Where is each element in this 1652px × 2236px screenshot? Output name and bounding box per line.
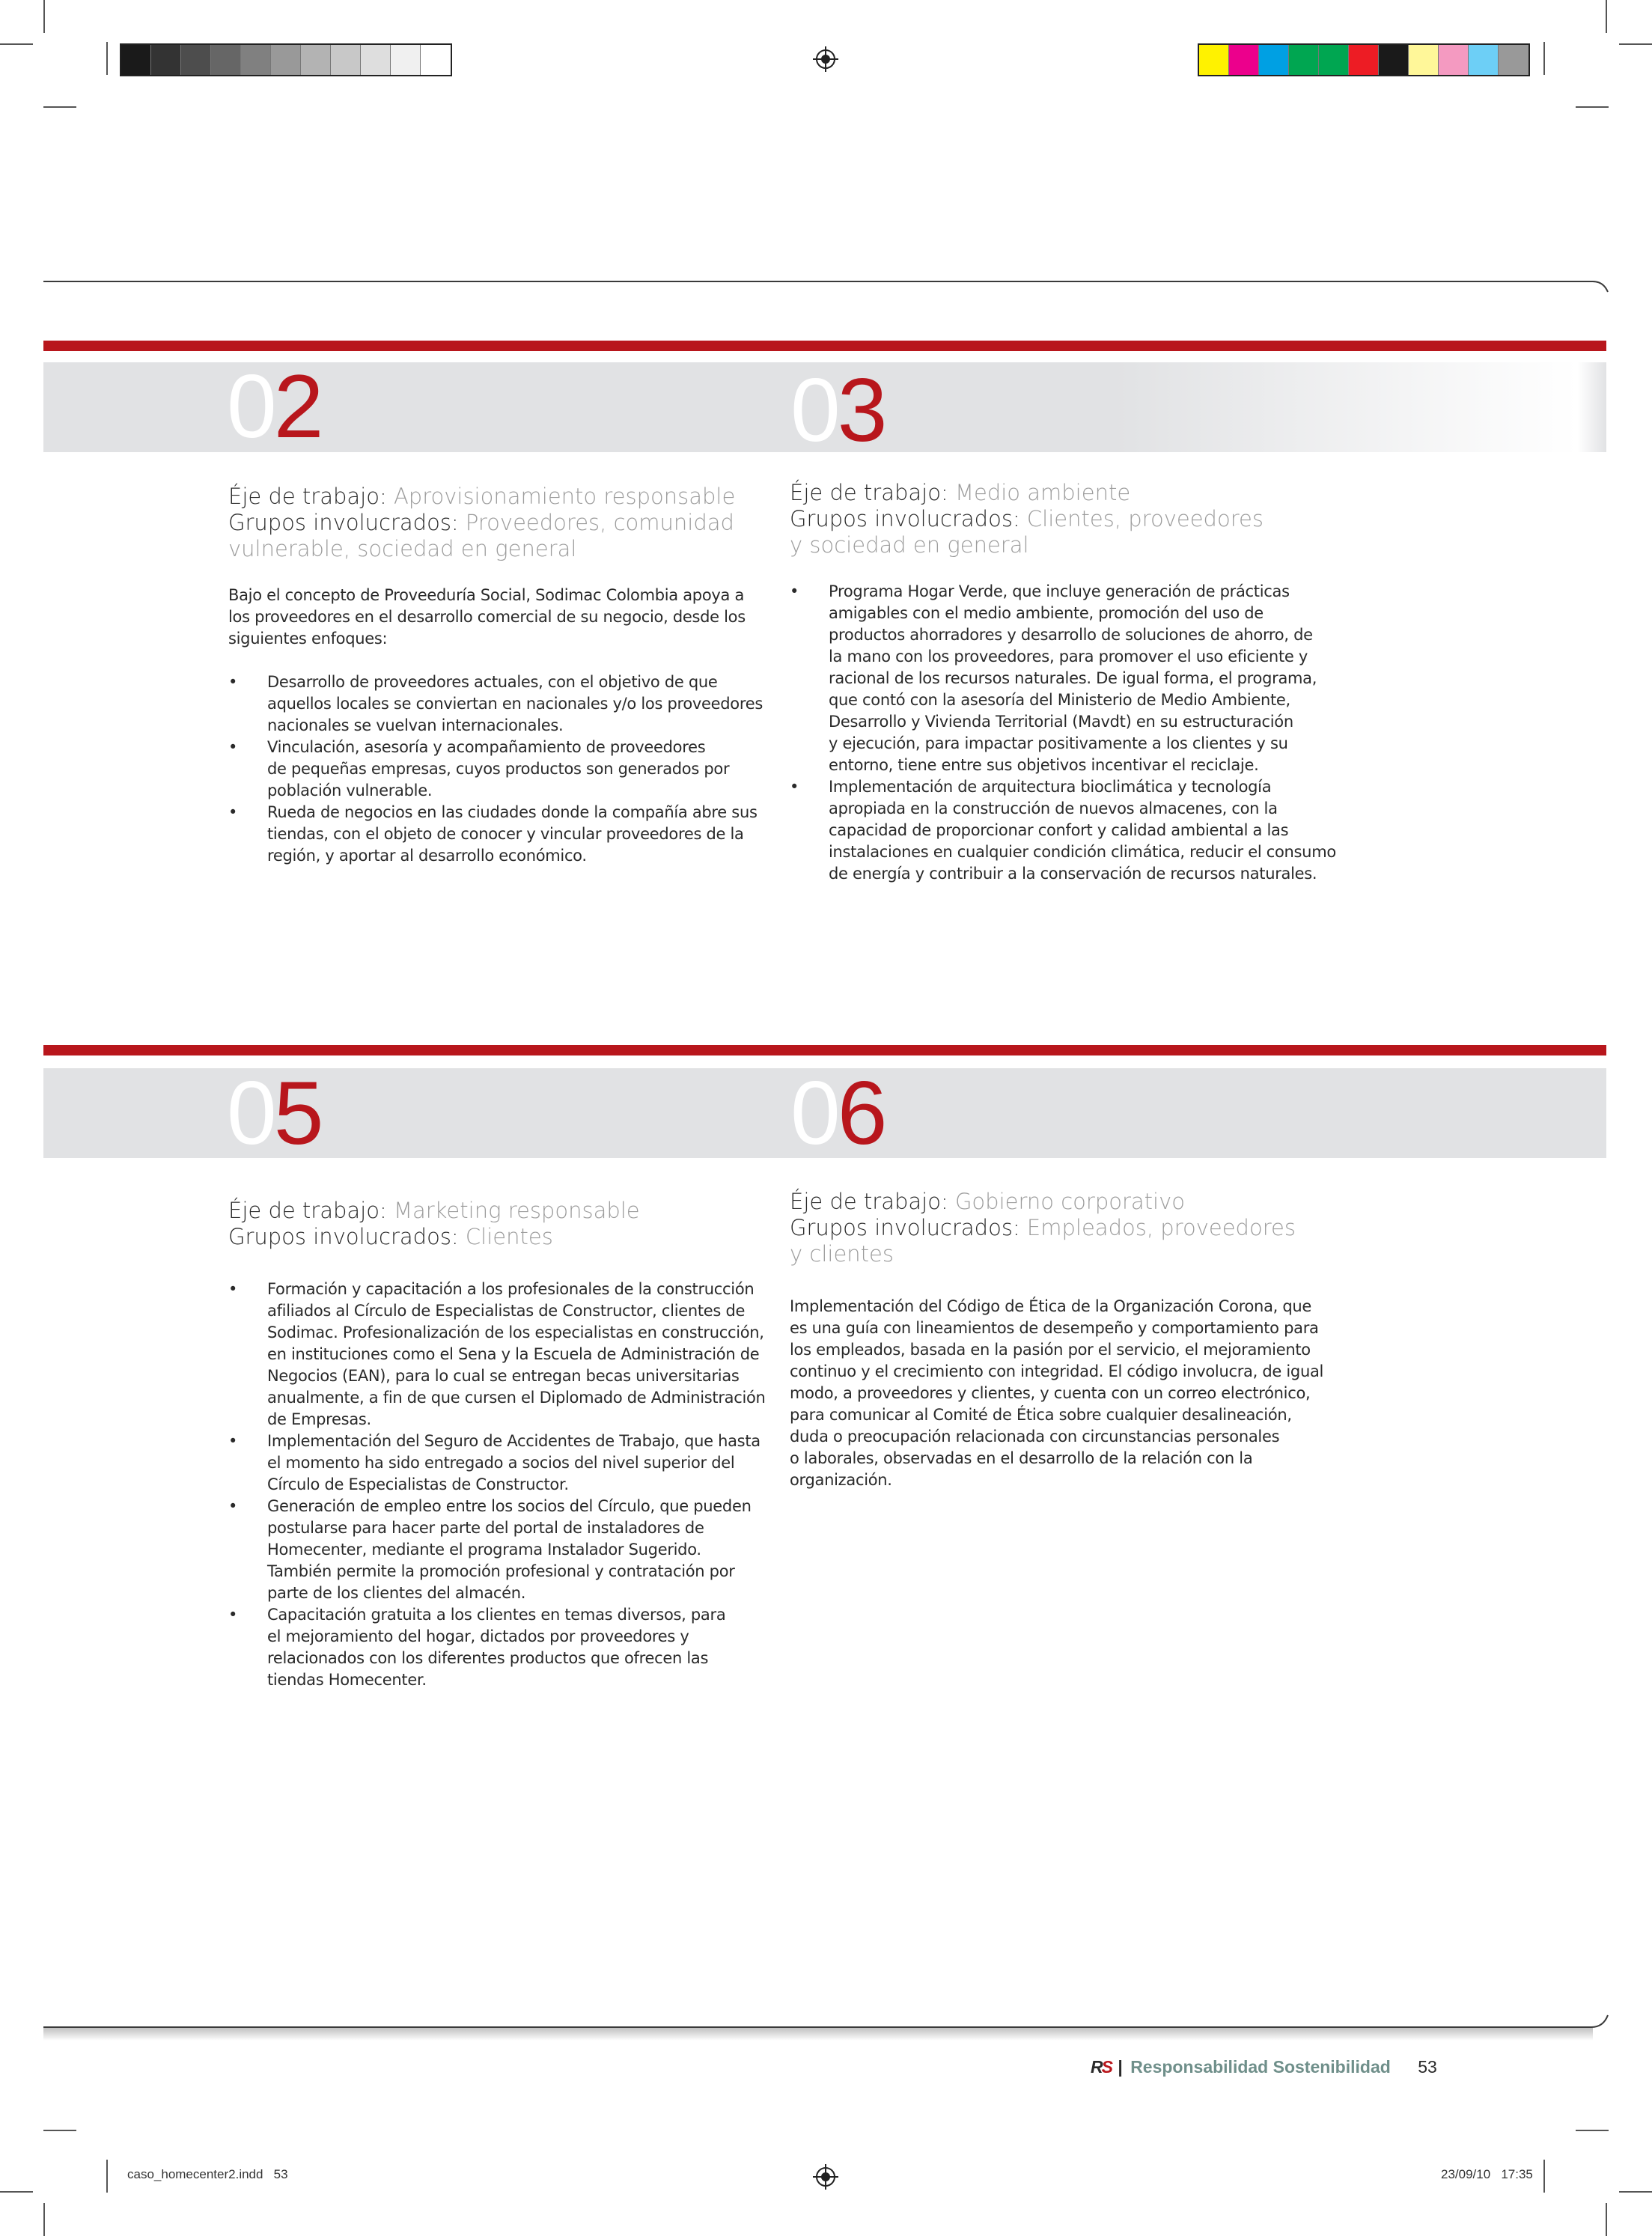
slug-datetime: 23/09/10 17:35 (1441, 2167, 1533, 2181)
calibration-swatch (391, 45, 421, 75)
crop-mark (0, 2191, 33, 2193)
footer-label: Responsabilidad Sostenibilidad (1130, 2057, 1391, 2077)
slug-filename: caso_homecenter2.indd 53 (127, 2167, 288, 2181)
section-06 (790, 1189, 1344, 1491)
crop-mark (1619, 2191, 1652, 2193)
calibration-swatch (331, 45, 361, 75)
crop-mark (106, 42, 108, 75)
calibration-swatch (1199, 45, 1229, 75)
bullet-list (790, 581, 1344, 885)
crop-mark (1576, 2130, 1609, 2131)
list-item: • Desarrollo de proveedores actuales, con el objetivo de que aquellos locales se conviertan en nacionales y/o los proveedores nacionales se vuelvan internacionales. (228, 671, 767, 737)
crop-mark (43, 2130, 76, 2131)
bullet-list (228, 1279, 767, 1691)
section-number: 06 (790, 1063, 885, 1163)
calibration-swatch (301, 45, 331, 75)
crop-mark (43, 2203, 45, 2236)
page-footer (1091, 2057, 1437, 2077)
calibration-swatch (211, 45, 241, 75)
calibration-swatch (421, 45, 451, 75)
footer-separator: | (1118, 2057, 1123, 2077)
section-red-bar (43, 341, 1606, 351)
list-item: • Rueda de negocios en las ciudades donde la compañía abre sus tiendas, con el objeto de conocer y vincular proveedores de la región, y aportar al desarrollo económico. (228, 802, 767, 867)
crop-mark (1619, 43, 1652, 45)
calibration-swatch (1289, 45, 1319, 75)
section-intro: Bajo el concepto de Proveeduría Social, Sodimac Colombia apoya a los proveedores en el desarrollo comercial de su negocio, desde los siguientes enfoques: (228, 586, 746, 648)
bullet-list (228, 671, 767, 867)
section-number: 03 (790, 360, 885, 460)
list-item: • Formación y capacitación a los profesionales de la construcción afiliados al Círculo de Especialistas de Constructor, clientes de Sodimac. Profesionalización de los especialistas en construcción, en instituciones como el Sena y la Escuela de Administración de Negocios (EAN), para lo cual se entregan becas universitarias anualmente, a fin de que cursen el Diplomado de Administración de Empresas. (228, 1279, 767, 1431)
list-item: • Programa Hogar Verde, que incluye generación de prácticas amigables con el medio ambiente, promoción del uso de productos ahorradores y desarrollo de soluciones de ahorro, de la mano con los proveedores, para promover el uso eficiente y racional de los recursos naturales. De igual forma, el programa, que contó con la asesoría del Ministerio de Medio Ambiente, Desarrollo y Vivienda Territorial (Mavdt) en su estructuración y ejecución, para impactar positivamente a los clientes y su entorno, tiene entre sus objetivos incentivar el reciclaje. (790, 581, 1344, 776)
page-number: 53 (1418, 2057, 1437, 2077)
section-header: Éje de trabajo: Marketing responsable Grupos involucrados: Clientes (228, 1198, 640, 1249)
section-header: Éje de trabajo: Gobierno corporativo Grupos involucrados: Empleados, proveedores y clientes (790, 1189, 1296, 1267)
list-item: • Generación de empleo entre los socios del Círculo, que pueden postularse para hacer parte del portal de instaladores de Homecenter, mediante el programa Instalador Sugerido. También permite la promoción profesional y contratación por parte de los clientes del almacén. (228, 1496, 767, 1604)
list-item: • Implementación del Seguro de Accidentes de Trabajo, que hasta el momento ha sido entregado a socios del nivel superior del Círculo de Especialistas de Constructor. (228, 1431, 767, 1496)
crop-mark (1606, 2203, 1607, 2236)
registration-mark-icon (813, 2164, 838, 2190)
calibration-swatch (1349, 45, 1379, 75)
list-item: • Capacitación gratuita a los clientes en temas diversos, para el mejoramiento del hogar, dictados por proveedores y relacionados con los diferentes productos que ofrecen las tiendas Homecenter. (228, 1604, 767, 1691)
rs-logo: RS (1091, 2057, 1112, 2077)
list-item: • Vinculación, asesoría y acompañamiento de proveedores de pequeñas empresas, cuyos productos son generados por población vulnerable. (228, 737, 767, 802)
section-header: Éje de trabajo: Medio ambiente Grupos involucrados: Clientes, proveedores y sociedad en general (790, 480, 1264, 558)
section-number: 05 (227, 1063, 321, 1163)
crop-mark (43, 106, 76, 108)
calibration-swatch (271, 45, 301, 75)
section-intro: Implementación del Código de Ética de la Organización Corona, que es una guía con lineamientos de desempeño y comportamiento para los empleados, basada en la pasión por el servicio, el mejoramiento continuo y el crecimiento con integridad. El código involucra, de igual modo, a proveedores y clientes, y cuenta con un correo electrónico, para comunicar al Comité de Ética sobre cualquier desalineación, duda o preocupación relacionada con circunstancias personales o laborales, observadas en el desarrollo de la relación con la organización. (790, 1297, 1324, 1489)
crop-mark (1543, 2160, 1545, 2193)
crop-mark (43, 0, 45, 33)
calibration-swatch (1319, 45, 1349, 75)
crop-mark (1576, 106, 1609, 108)
calibration-swatch (121, 45, 151, 75)
gray-calibration-bar (120, 43, 452, 76)
calibration-swatch (1259, 45, 1289, 75)
calibration-swatch (1229, 45, 1259, 75)
calibration-swatch (1469, 45, 1499, 75)
calibration-swatch (1439, 45, 1469, 75)
section-header: Éje de trabajo: Aprovisionamiento responsable Grupos involucrados: Proveedores, comunidad vulnerable, sociedad en general (228, 484, 736, 561)
bottom-frame-line (43, 2012, 1609, 2042)
crop-mark (1606, 0, 1607, 33)
calibration-swatch (181, 45, 211, 75)
section-number: 02 (227, 356, 321, 457)
calibration-swatch (1379, 45, 1409, 75)
crop-mark (106, 2160, 108, 2193)
calibration-swatch (361, 45, 391, 75)
registration-mark-icon (813, 46, 838, 72)
calibration-swatch (1499, 45, 1528, 75)
color-calibration-bar (1198, 43, 1530, 76)
top-frame-line (43, 280, 1609, 295)
list-item: • Implementación de arquitectura bioclimática y tecnología apropiada en la construcción de nuevos almacenes, con la capacidad de proporcionar confort y calidad ambiental a las instalaciones en cualquier condición climática, reducir el consumo de energía y contribuir a la conservación de recursos naturales. (790, 776, 1344, 885)
section-03 (790, 480, 1344, 885)
calibration-swatch (241, 45, 271, 75)
calibration-swatch (151, 45, 181, 75)
section-red-bar (43, 1045, 1606, 1055)
section-02 (228, 484, 767, 867)
crop-mark (0, 43, 33, 45)
calibration-swatch (1409, 45, 1439, 75)
crop-mark (1543, 42, 1545, 75)
section-05 (228, 1198, 767, 1691)
